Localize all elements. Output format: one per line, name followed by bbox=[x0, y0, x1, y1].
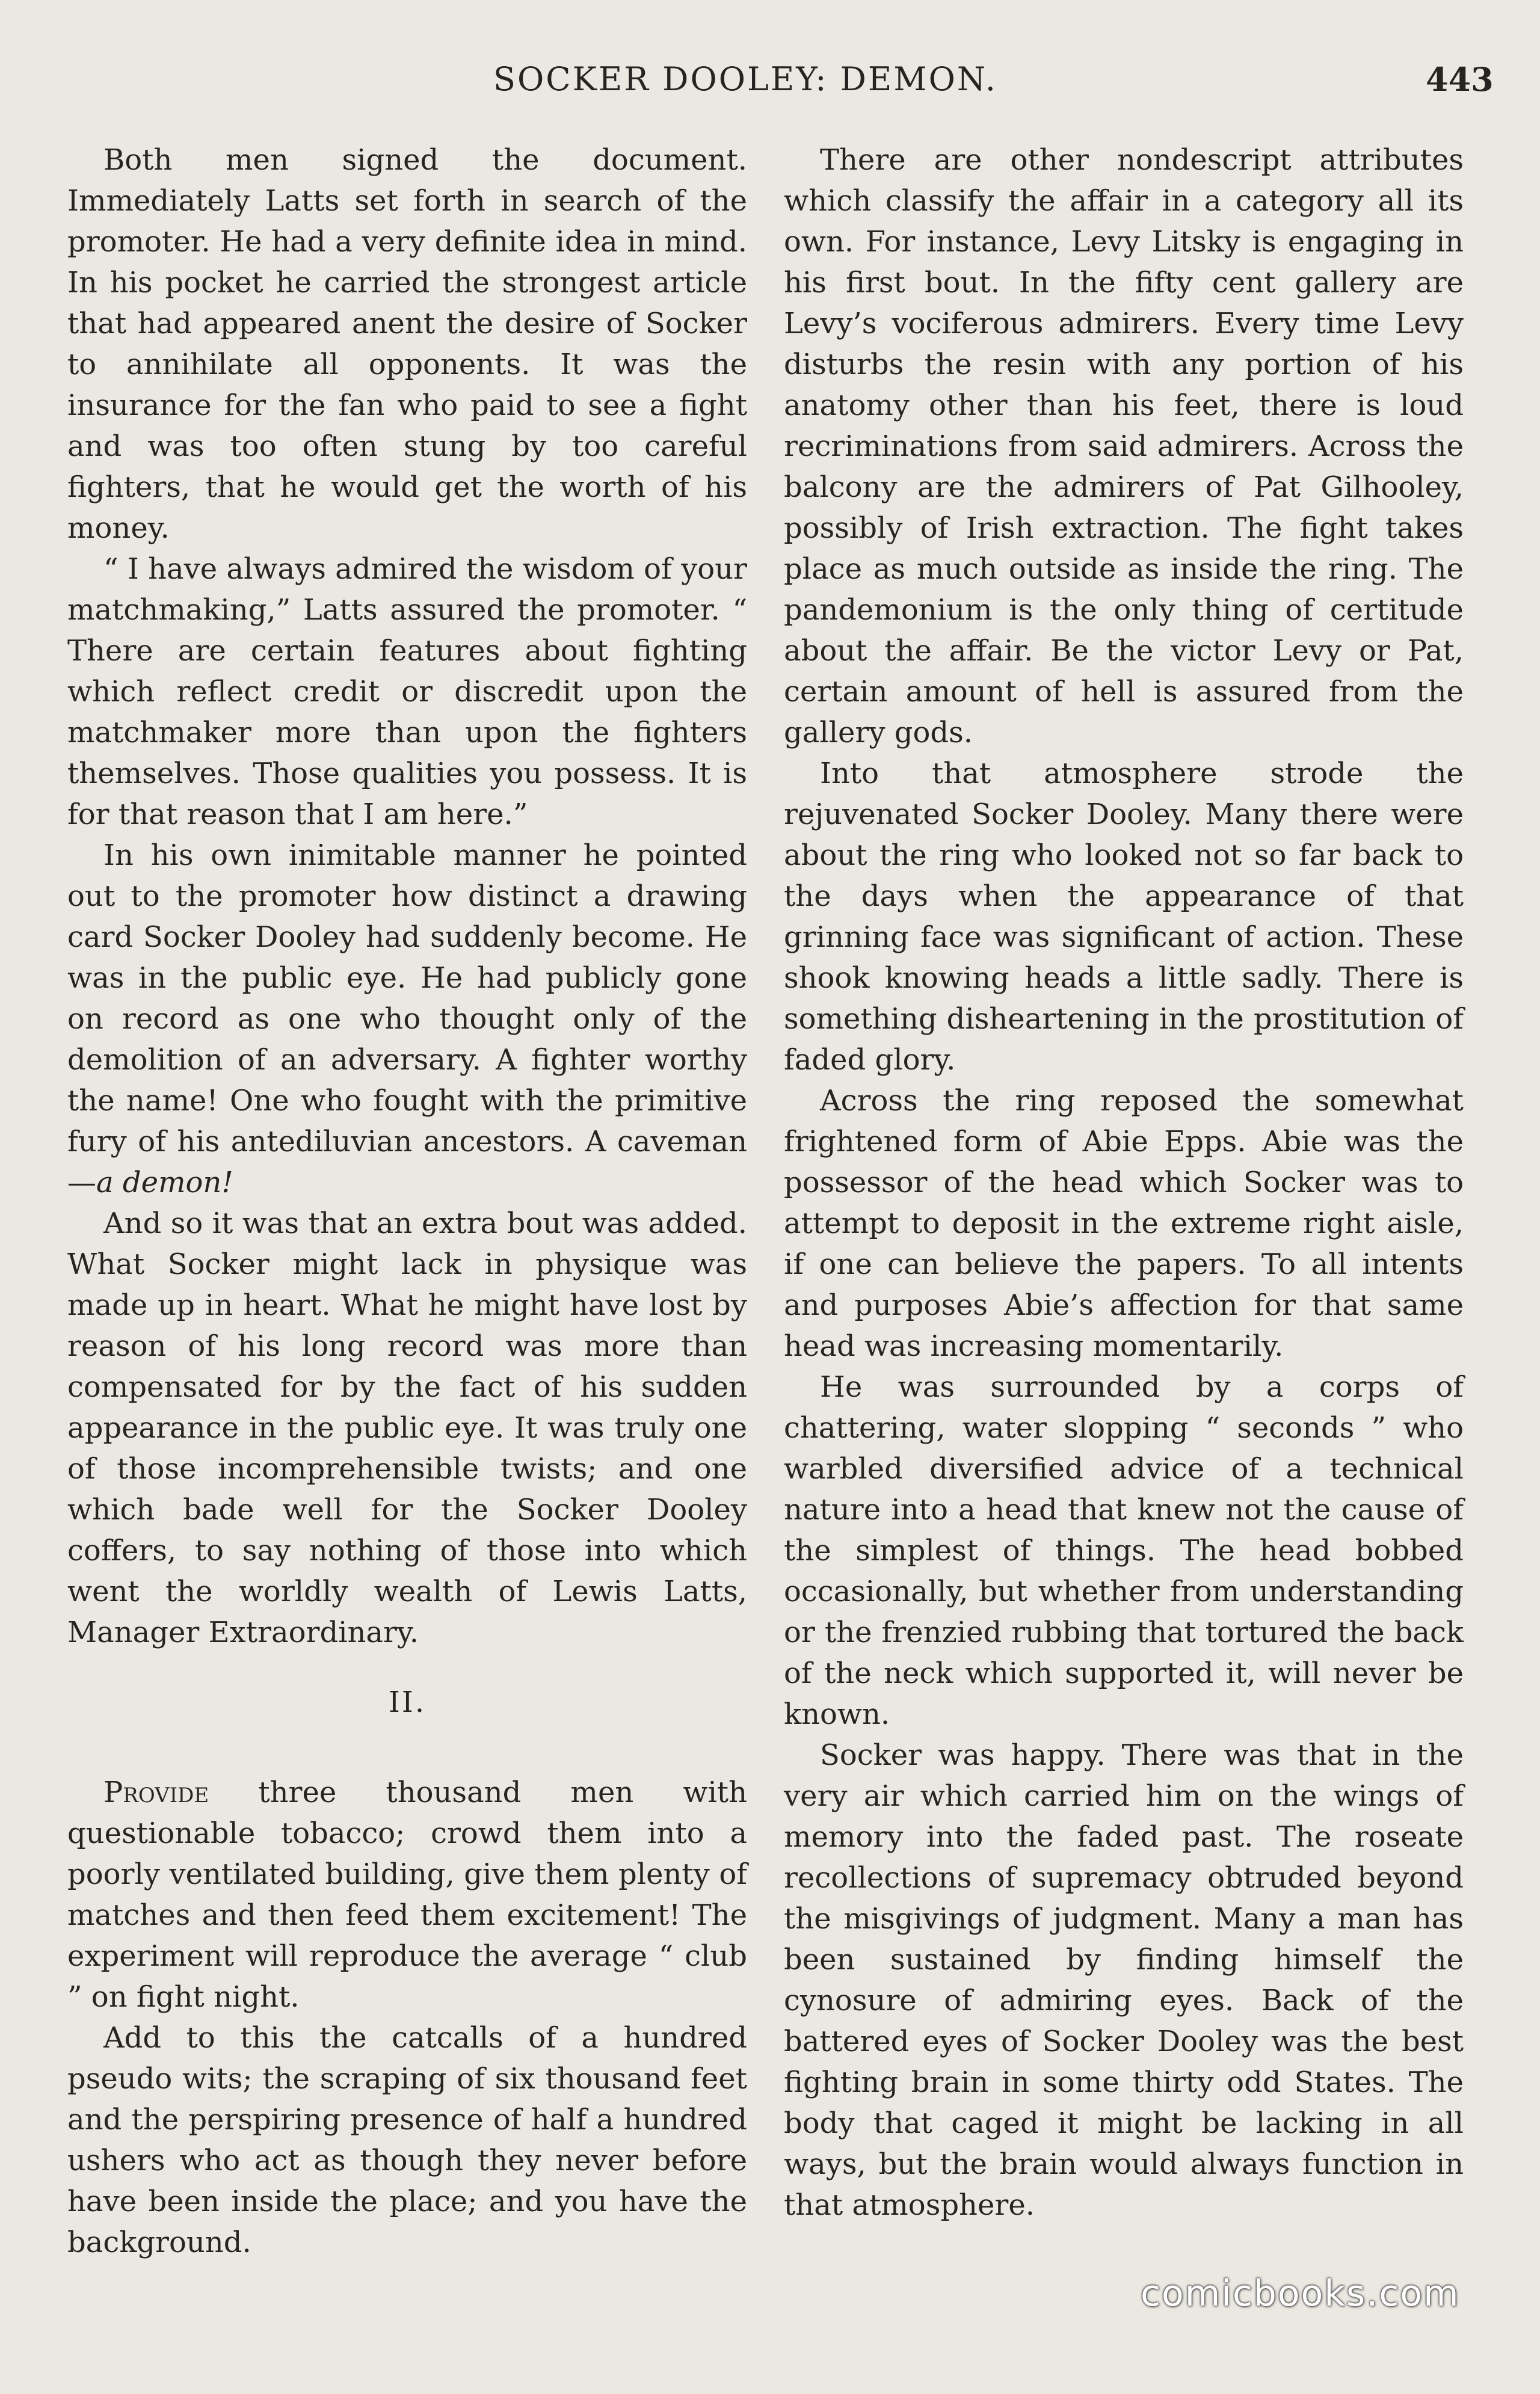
italic-phrase: a demon! bbox=[96, 1166, 233, 1199]
paragraph bbox=[67, 1772, 747, 2017]
paragraph: And so it was that an extra bout was added. What Socker might lack in physique was made up in heart. What he might have lost by reason of his long record was more than compensated for by the fact of his sudden appearance in the public eye. It was truly one of those incomprehensible twists; and one which bade well for the Socker Dooley coffers, to say nothing of those into which went the worldly wealth of Lewis Latts, Manager Extraordinary. bbox=[67, 1207, 747, 1649]
paragraph bbox=[67, 835, 747, 1203]
paragraph: Add to this the catcalls of a hundred pseudo wits; the scraping of six thousand feet and the perspiring presence of half a hundred ushers who act as though they never before have been inside the place; and you have the background. bbox=[67, 2021, 747, 2259]
page-header bbox=[0, 60, 1540, 108]
paragraph-text: In his own inimitable manner he pointed out to the promoter how distinct a drawing card Socker Dooley had suddenly become. He was in the public eye. He had publicly gone on record as one who thought only of the demolition of an adversary. A fighter worthy the name! One who fought with the primitive fury of his antediluvian ancestors. A caveman— bbox=[67, 839, 747, 1199]
running-title: SOCKER DOOLEY: DEMON. bbox=[493, 60, 997, 98]
paragraph: “ I have always admired the wisdom of your matchmaking,” Latts assured the promoter. “ There are certain features about fighting which reflect credit or discredit upon the matchmaker more than upon the fighters themselves. Those qualities you possess. It is for that reason that I am here.” bbox=[67, 552, 747, 831]
paragraph: Both men signed the document. Immediately Latts set forth in search of the promoter. He had a very definite idea in mind. In his pocket he carried the strongest article that had appeared anent the desire of Socker to annihilate all opponents. It was the insurance for the fan who paid to see a fight and was too often stung by too careful fighters, that he would get the worth of his money. bbox=[67, 143, 747, 545]
paragraph: Into that atmosphere strode the rejuvenated Socker Dooley. Many there were about the ring who looked not so far back to the days when the appearance of that grinning face was significant of action. These shook knowing heads a little sadly. There is something disheartening in the prostitution of faded glory. bbox=[784, 757, 1464, 1077]
paragraph: There are other nondescript attributes which classify the affair in a category all its own. For instance, Levy Litsky is engaging in his first bout. In the fifty cent gallery are Levy’s vociferous admirers. Every time Levy disturbs the resin with any portion of his anatomy other than his feet, there is loud recriminations from said admirers. Across the balcony are the admirers of Pat Gilhooley, possibly of Irish extraction. The fight takes place as much outside as inside the ring. The pandemonium is the only thing of certitude about the affair. Be the victor Levy or Pat, certain amount of hell is assured from the gallery gods. bbox=[784, 143, 1464, 749]
paragraph: Socker was happy. There was that in the very air which carried him on the wings of memory into the faded past. The roseate recollections of supremacy obtruded beyond the misgivings of judgment. Many a man has been sustained by finding himself the cynosure of admiring eyes. Back of the battered eyes of Socker Dooley was the best fighting brain in some thirty odd States. The body that caged it might be lacking in all ways, but the brain would always function in that atmosphere. bbox=[784, 1738, 1464, 2222]
paragraph: Across the ring reposed the somewhat frightened form of Abie Epps. Abie was the possessor of the head which Socker was to attempt to deposit in the extreme right aisle, if one can believe the papers. To all intents and purposes Abie’s affection for that same head was increasing momentarily. bbox=[784, 1084, 1464, 1363]
lead-word: Provide bbox=[103, 1776, 209, 1809]
paragraph-text: three thousand men with questionable tobacco; crowd them into a poorly ventilated building, give them plenty of matches and then feed them excitement! The experiment will reproduce the average “ club ” on fight night. bbox=[67, 1776, 747, 2014]
right-column bbox=[784, 140, 1464, 2226]
page-number: 443 bbox=[1426, 60, 1494, 99]
left-column bbox=[67, 140, 747, 2263]
paragraph: He was surrounded by a corps of chattering, water slopping “ seconds ” who warbled diversified advice of a technical nature into a head that knew not the cause of the simplest of things. The head bobbed occasionally, but whether from understanding or the frenzied rubbing that tortured the back of the neck which supported it, will never be known. bbox=[784, 1370, 1464, 1731]
section-number: II. bbox=[388, 1685, 427, 1719]
watermark: comicbooks.com bbox=[1141, 2272, 1460, 2315]
